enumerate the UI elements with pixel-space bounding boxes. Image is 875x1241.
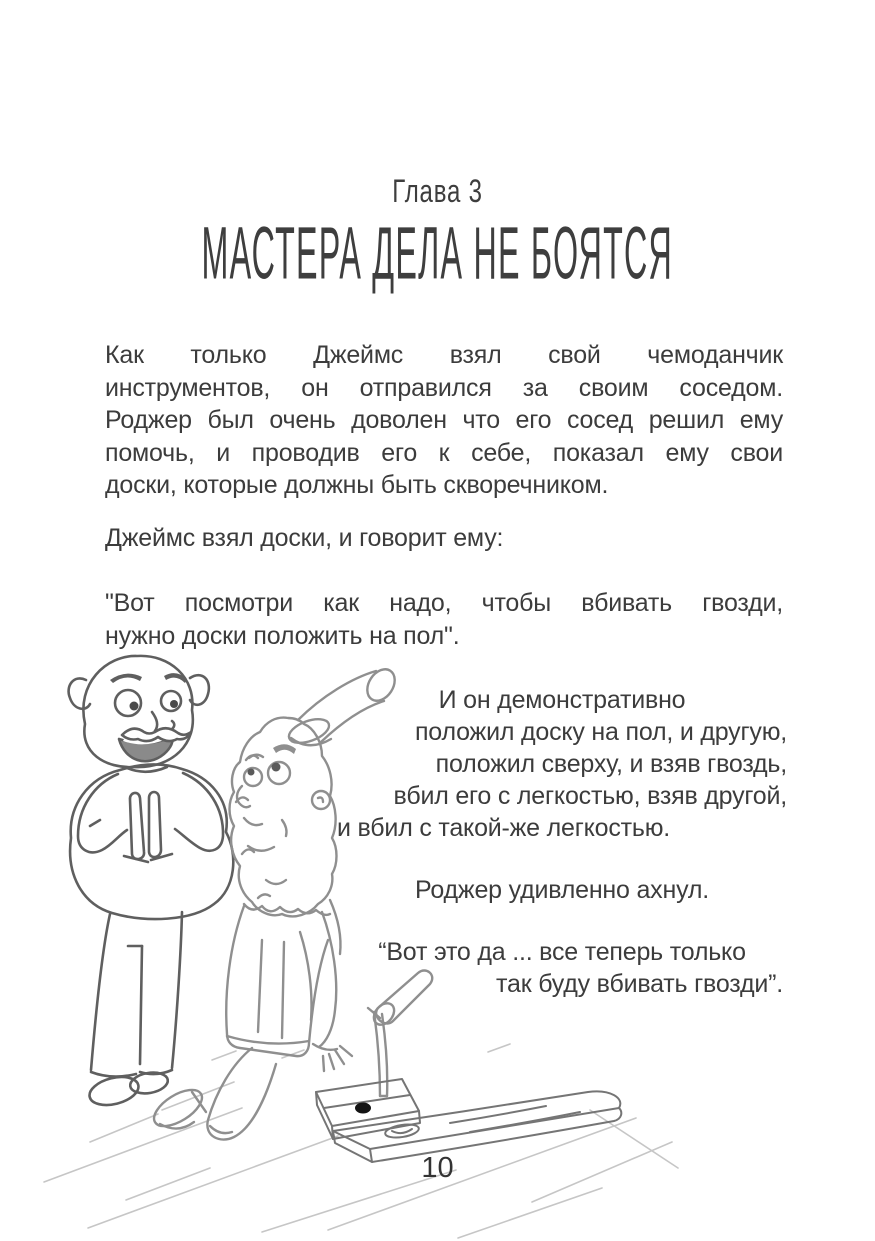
paragraph-intro bbox=[105, 339, 783, 502]
text-line: и вбил с такой-же легкостью. bbox=[337, 814, 671, 842]
chapter-title bbox=[0, 212, 875, 296]
boards-sketch bbox=[316, 1079, 621, 1162]
text-line: “Вот это да ... все теперь только bbox=[378, 938, 746, 966]
text-line: Как только Джеймс взял свой чемоданчик bbox=[105, 341, 783, 369]
old-man-nose bbox=[152, 712, 157, 731]
paragraph-james-speaks bbox=[105, 522, 783, 555]
paragraph-roger-gasp-text: Роджер удивленно ахнул. bbox=[415, 876, 709, 904]
right-column bbox=[337, 684, 787, 1024]
old-man-body bbox=[70, 765, 233, 919]
text-line: вбил его с легкостью, взяв другой, bbox=[393, 782, 787, 810]
text-line: "Вот посмотри как надо, чтобы вбивать гвозди, bbox=[105, 589, 783, 617]
text-line: так буду вбивать гвозди”. bbox=[496, 970, 783, 998]
paragraph-james-speaks-text: Джеймс взял доски, и говорит ему: bbox=[105, 524, 504, 552]
paragraph-roger-gasp bbox=[337, 874, 787, 907]
paragraph-quote-2 bbox=[337, 936, 787, 1000]
text-line: положил доску на пол, и другую, bbox=[414, 718, 787, 746]
kneeling-man-tunic bbox=[226, 906, 328, 1056]
old-man-figure bbox=[69, 656, 234, 1110]
text-line: помочь, и проводив его к себе, показал ему свои bbox=[105, 438, 783, 467]
paragraph-demonstration bbox=[337, 684, 787, 844]
clasped-hands bbox=[130, 793, 144, 859]
text-line: инструментов, он отправился за своим соседом. bbox=[105, 373, 783, 402]
chapter-label bbox=[0, 174, 875, 208]
nail bbox=[355, 1103, 371, 1114]
floor-sketch bbox=[44, 1044, 678, 1238]
text-line: доски, которые должны быть скворечником. bbox=[105, 471, 609, 499]
page-number: 10 bbox=[421, 1152, 454, 1184]
text-line: Роджер был очень доволен что его сосед решил ему bbox=[105, 406, 783, 434]
text-line: И он демонстративно bbox=[438, 686, 686, 714]
text-line: нужно доски положить на пол". bbox=[105, 621, 460, 650]
text-line: положил сверху, и взяв гвоздь, bbox=[435, 750, 787, 778]
chapter-label-text: Глава 3 bbox=[392, 174, 483, 210]
old-man-mustache bbox=[122, 728, 191, 741]
chapter-title-text: МАСТЕРА ДЕЛА НЕ БОЯТСЯ bbox=[201, 213, 674, 296]
